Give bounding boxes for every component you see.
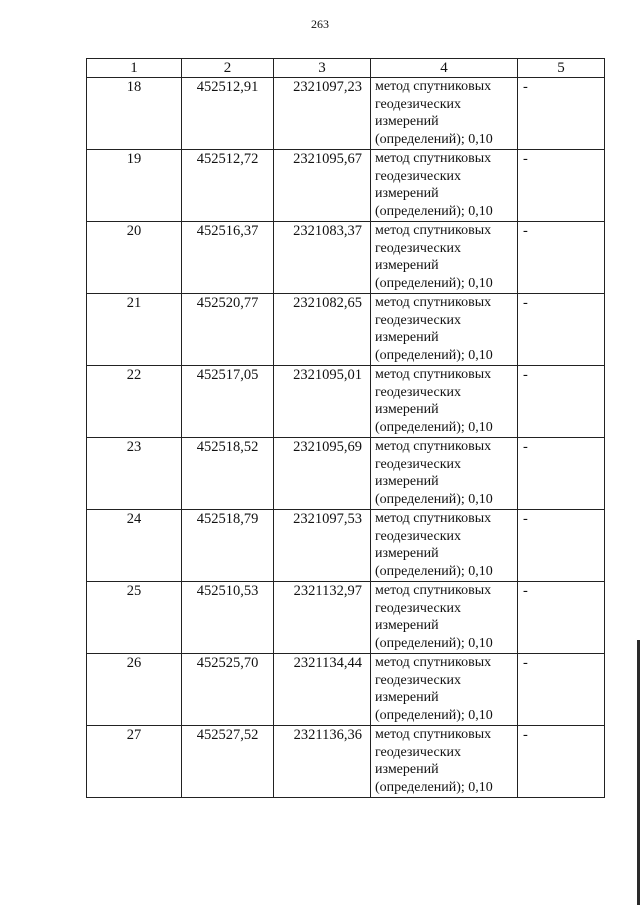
method-line: геодезических [375, 168, 462, 184]
point-number-cell: 27 [87, 726, 182, 798]
point-number-cell: 22 [87, 366, 182, 438]
method-line: метод спутниковых [375, 79, 492, 94]
y-coordinate-cell: 2321134,44 [274, 654, 371, 726]
method-line: метод спутниковых [375, 583, 492, 598]
point-number-cell: 18 [87, 78, 182, 150]
method-line: измерений [375, 402, 439, 418]
method-line: измерений [375, 546, 439, 562]
page-number: 263 [311, 17, 329, 31]
x-coordinate-cell: 452527,52 [182, 726, 274, 798]
header-cell: 5 [518, 59, 605, 78]
method-line: (определений); 0,10 [375, 131, 493, 147]
method-line: измерений [375, 474, 439, 490]
method-cell [371, 294, 518, 366]
x-coordinate-cell: 452510,53 [182, 582, 274, 654]
y-coordinate-cell: 2321097,23 [274, 78, 371, 150]
y-coordinate-cell: 2321095,69 [274, 438, 371, 510]
table-row [87, 294, 605, 366]
method-line: геодезических [375, 240, 462, 256]
method-cell [371, 510, 518, 582]
method-line: геодезических [375, 456, 462, 472]
x-coordinate-cell: 452517,05 [182, 366, 274, 438]
header-cell: 1 [87, 59, 182, 78]
method-line: метод спутниковых [375, 655, 492, 670]
table-body [87, 78, 605, 798]
method-line: (определений); 0,10 [375, 275, 493, 291]
y-coordinate-cell: 2321082,65 [274, 294, 371, 366]
note-cell: - [518, 654, 605, 726]
note-cell: - [518, 510, 605, 582]
method-line: геодезических [375, 744, 462, 760]
method-line: геодезических [375, 384, 462, 400]
x-coordinate-cell: 452516,37 [182, 222, 274, 294]
table-row [87, 510, 605, 582]
method-line: геодезических [375, 672, 462, 688]
method-line: (определений); 0,10 [375, 203, 493, 219]
note-cell: - [518, 78, 605, 150]
note-cell: - [518, 150, 605, 222]
method-line: метод спутниковых [375, 151, 492, 166]
header-cell: 4 [371, 59, 518, 78]
x-coordinate-cell: 452512,72 [182, 150, 274, 222]
note-cell: - [518, 366, 605, 438]
method-line: измерений [375, 330, 439, 346]
point-number-cell: 25 [87, 582, 182, 654]
header-cell: 3 [274, 59, 371, 78]
method-cell [371, 582, 518, 654]
method-line: (определений); 0,10 [375, 491, 493, 507]
point-number-cell: 24 [87, 510, 182, 582]
table-row [87, 366, 605, 438]
method-line: метод спутниковых [375, 511, 492, 526]
point-number-cell: 21 [87, 294, 182, 366]
table-row [87, 78, 605, 150]
note-cell: - [518, 726, 605, 798]
y-coordinate-cell: 2321097,53 [274, 510, 371, 582]
table-row [87, 150, 605, 222]
point-number-cell: 23 [87, 438, 182, 510]
method-cell [371, 366, 518, 438]
method-line: метод спутниковых [375, 223, 492, 238]
point-number-cell: 26 [87, 654, 182, 726]
x-coordinate-cell: 452518,79 [182, 510, 274, 582]
method-line: (определений); 0,10 [375, 635, 493, 651]
method-cell [371, 222, 518, 294]
x-coordinate-cell: 452512,91 [182, 78, 274, 150]
table-row [87, 222, 605, 294]
method-line: геодезических [375, 600, 462, 616]
method-line: метод спутниковых [375, 727, 492, 742]
y-coordinate-cell: 2321095,01 [274, 366, 371, 438]
method-line: (определений); 0,10 [375, 779, 493, 795]
point-number-cell: 20 [87, 222, 182, 294]
method-line: (определений); 0,10 [375, 347, 493, 363]
y-coordinate-cell: 2321132,97 [274, 582, 371, 654]
table-row [87, 582, 605, 654]
method-line: измерений [375, 618, 439, 634]
table-row [87, 438, 605, 510]
method-cell [371, 78, 518, 150]
note-cell: - [518, 222, 605, 294]
method-line: геодезических [375, 96, 462, 112]
method-line: измерений [375, 690, 439, 706]
note-cell: - [518, 582, 605, 654]
coordinates-table [86, 58, 605, 798]
x-coordinate-cell: 452520,77 [182, 294, 274, 366]
method-line: метод спутниковых [375, 295, 492, 310]
method-cell [371, 150, 518, 222]
table-row [87, 654, 605, 726]
method-line: геодезических [375, 528, 462, 544]
table-row [87, 726, 605, 798]
x-coordinate-cell: 452525,70 [182, 654, 274, 726]
method-line: (определений); 0,10 [375, 419, 493, 435]
method-line: измерений [375, 114, 439, 130]
method-cell [371, 726, 518, 798]
method-line: метод спутниковых [375, 367, 492, 382]
y-coordinate-cell: 2321083,37 [274, 222, 371, 294]
note-cell: - [518, 294, 605, 366]
note-cell: - [518, 438, 605, 510]
header-cell: 2 [182, 59, 274, 78]
y-coordinate-cell: 2321136,36 [274, 726, 371, 798]
method-line: геодезических [375, 312, 462, 328]
y-coordinate-cell: 2321095,67 [274, 150, 371, 222]
method-cell [371, 654, 518, 726]
point-number-cell: 19 [87, 150, 182, 222]
method-line: измерений [375, 762, 439, 778]
method-line: измерений [375, 186, 439, 202]
table-header-row [87, 59, 605, 78]
method-line: (определений); 0,10 [375, 707, 493, 723]
method-cell [371, 438, 518, 510]
method-line: (определений); 0,10 [375, 563, 493, 579]
x-coordinate-cell: 452518,52 [182, 438, 274, 510]
method-line: метод спутниковых [375, 439, 492, 454]
method-line: измерений [375, 258, 439, 274]
